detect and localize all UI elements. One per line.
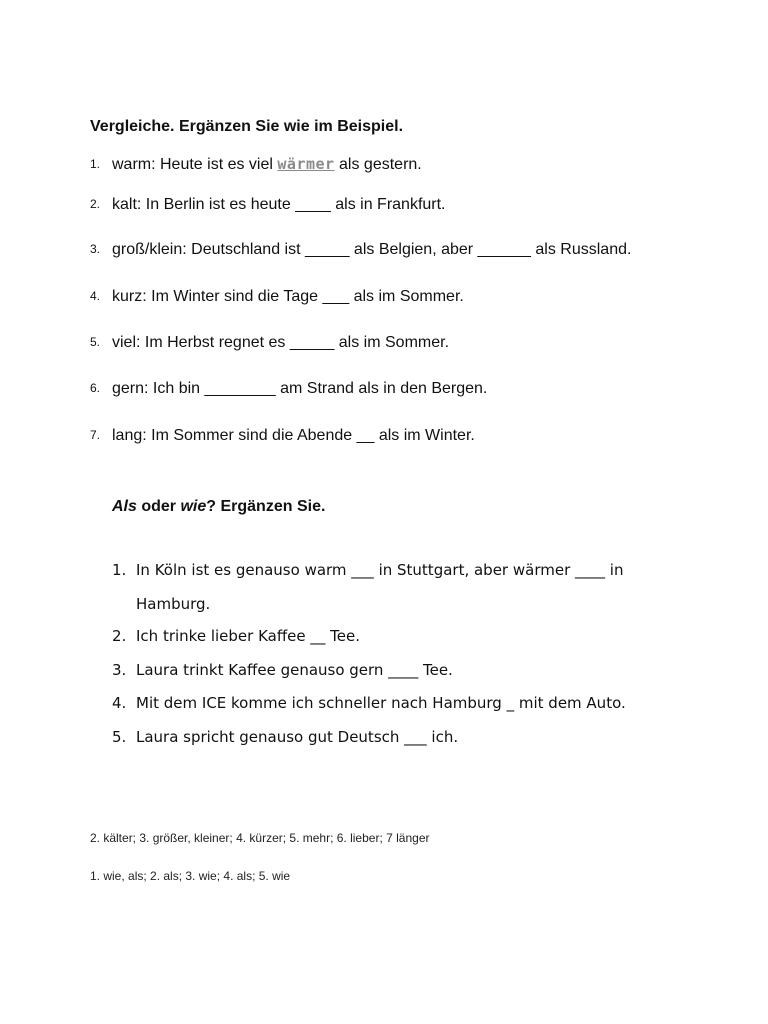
exercise1-item-4: [90, 288, 730, 306]
item-number: 1.: [90, 157, 101, 171]
item-text: Laura trinkt Kaffee genauso gern ____ Tee.: [136, 661, 453, 679]
exercise1-item-6: [90, 380, 730, 398]
exercise2-item-1-continued: Hamburg.: [136, 595, 211, 613]
exercise1-item-3: [90, 241, 730, 259]
item-number: 3.: [90, 242, 101, 256]
item-text: Laura spricht genauso gut Deutsch ___ ich.: [136, 728, 459, 746]
exercise1-item-7: [90, 427, 730, 445]
section1-title: Vergleiche. Ergänzen Sie wie im Beispiel.: [90, 118, 404, 135]
example-answer: wärmer: [277, 155, 335, 173]
item-text: Mit dem ICE komme ich schneller nach Hamburg _ mit dem Auto.: [136, 694, 626, 712]
item-number: 3.: [112, 661, 127, 679]
item-text-after: als gestern.: [334, 156, 422, 173]
exercise2-item-4: [112, 694, 626, 712]
item-text: lang: Im Sommer sind die Abende __ als im Winter.: [112, 427, 475, 444]
item-text: In Köln ist es genauso warm ___ in Stuttgart, aber wärmer ____ in: [136, 561, 624, 579]
item-text: groß/klein: Deutschland ist _____ als Belgien, aber ______ als Russland.: [112, 241, 632, 258]
exercise2-item-2: [112, 627, 360, 645]
section2-title: [112, 498, 325, 516]
item-number: 2.: [90, 197, 101, 211]
item-text: kalt: In Berlin ist es heute ____ als in Frankfurt.: [112, 196, 446, 213]
item-number: 4.: [112, 694, 127, 712]
exercise2-item-5: [112, 728, 458, 746]
exercise2-item-3: [112, 661, 453, 679]
item-text: viel: Im Herbst regnet es _____ als im Sommer.: [112, 334, 450, 351]
item-number: 7.: [90, 428, 101, 442]
item-number: 4.: [90, 289, 101, 303]
title-oder: oder: [136, 498, 181, 515]
item-number: 5.: [90, 335, 101, 349]
item-number: 1.: [112, 561, 127, 579]
item-number: 5.: [112, 728, 127, 746]
item-number: 6.: [90, 381, 101, 395]
exercise2-item-1: [112, 561, 623, 579]
item-number: 2.: [112, 627, 127, 645]
exercise1-item-2: [90, 196, 730, 214]
answer-key-line-1: 2. kälter; 3. größer, kleiner; 4. kürzer; 5. mehr; 6. lieber; 7 länger: [90, 831, 430, 845]
title-rest: ? Ergänzen Sie.: [206, 498, 326, 515]
title-als: Als: [112, 498, 137, 515]
title-wie: wie: [180, 498, 207, 515]
item-text: kurz: Im Winter sind die Tage ___ als im Sommer.: [112, 288, 464, 305]
item-text-before: warm: Heute ist es viel: [112, 156, 278, 173]
item-text: Ich trinke lieber Kaffee __ Tee.: [136, 627, 360, 645]
exercise1-item-1: [90, 155, 730, 174]
exercise1-item-5: [90, 334, 730, 352]
answer-key-line-2: 1. wie, als; 2. als; 3. wie; 4. als; 5. wie: [90, 869, 291, 883]
item-text: gern: Ich bin ________ am Strand als in den Bergen.: [112, 380, 488, 397]
